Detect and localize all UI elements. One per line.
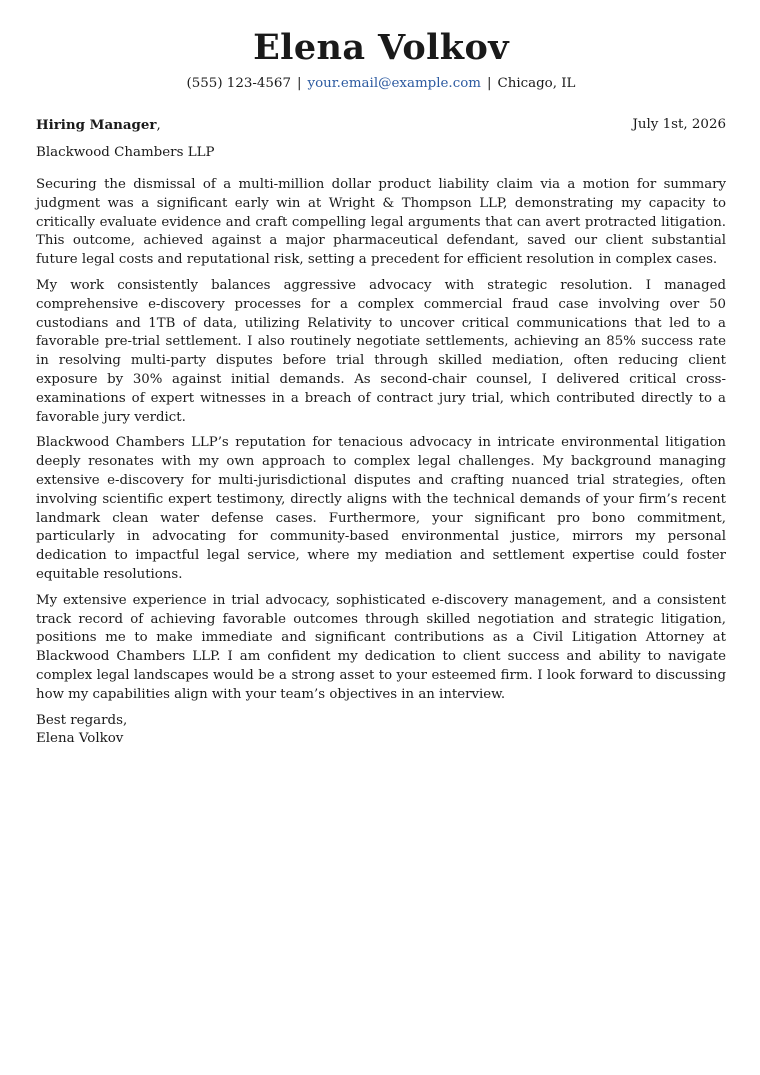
letter-date: July 1st, 2026 (632, 117, 726, 132)
location: Chicago, IL (497, 76, 576, 91)
contact-line (36, 75, 726, 93)
contact-separator: | (296, 76, 302, 91)
body-paragraph: Blackwood Chambers LLP’s reputation for tenacious advocacy in intricate environmental litigation deeply resonates with my own approach to complex legal challenges. My background managing extensive e-discovery for multi-jurisdictional disputes and crafting nuanced trial strategies, often involving scientific expert testimony, directly aligns with the technical demands of your firm’s recent landmark clean water defense cases. Furthermore, your significant pro bono commitment, particularly in advocating for community-based environmental justice, mirrors my personal dedication to impactful legal service, where my mediation and settlement expertise could foster equitable resolutions. (36, 435, 726, 582)
closing-signature: Elena Volkov (36, 731, 124, 747)
recipient-title-wrap (36, 116, 161, 135)
body-paragraph: My extensive experience in trial advocacy, sophisticated e-discovery management, and a consistent track record of achieving favorable outcomes through skilled negotiation and strategic litigation, positions me to make immediate and significant contributions as a Civil Litigation Attorney at Blackwood Chambers LLP. I am confident my dedication to client success and ability to navigate complex legal landscapes would be a strong asset to your esteemed firm. I look forward to discussing how my capabilities align with your team’s objectives in an interview. (36, 592, 726, 702)
recipient-title: Hiring Manager (36, 117, 157, 133)
letter-closing (36, 712, 726, 750)
applicant-name: Elena Volkov (253, 27, 509, 68)
recipient-company: Blackwood Chambers LLP (36, 145, 215, 160)
body-paragraph: My work consistently balances aggressive advocacy with strategic resolution. I managed comprehensive e-discovery processes for a complex commercial fraud case involving over 50 custodians and 1TB of data, utilizing Relativity to uncover critical communications that led to a favorable pre-trial settlement. I also routinely negotiate settlements, achieving an 85% success rate in resolving multi-party disputes before trial through skilled mediation, often reducing client exposure by 30% against initial demands. As second-chair counsel, I delivered critical cross-examinations of expert witnesses in a breach of contract jury trial, which contributed directly to a favorable jury verdict. (36, 277, 726, 425)
email-link[interactable]: your.email@example.com (307, 76, 481, 91)
phone-number: (555) 123-4567 (186, 76, 291, 91)
recipient-comma: , (156, 118, 161, 133)
contact-separator: | (486, 76, 492, 91)
closing-salutation: Best regards, (36, 712, 128, 728)
recipient-row (36, 116, 726, 135)
letter-body (36, 176, 726, 705)
body-paragraph: Securing the dismissal of a multi-million dollar product liability claim via a motion for summary judgment was a significant early win at Wright & Thompson LLP, demonstrating my capacity to critically evaluate evidence and craft compelling legal arguments that can avert protracted litigation. This outcome, achieved against a major pharmaceutical defendant, saved our client substantial future legal costs and reputational risk, setting a precedent for efficient resolution in complex cases. (36, 177, 726, 268)
